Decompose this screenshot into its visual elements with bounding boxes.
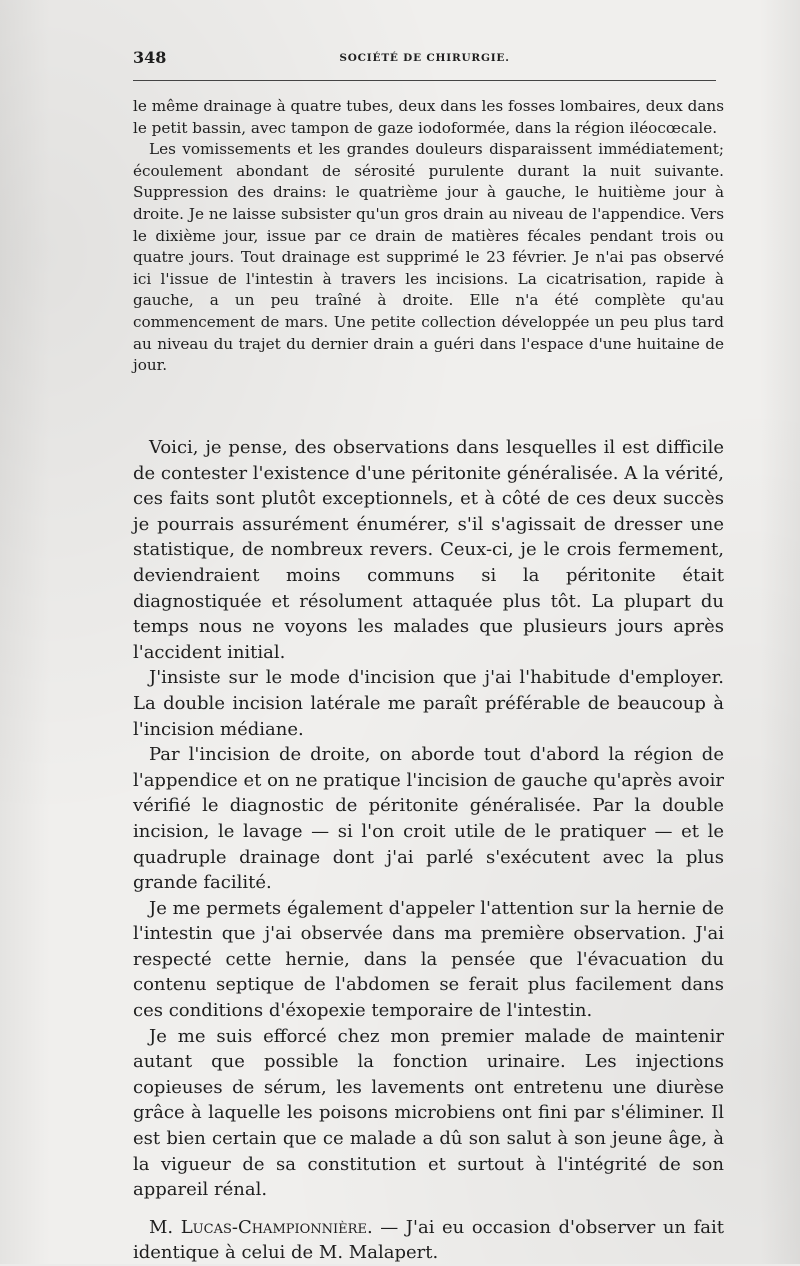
paragraph-postoperative: Les vomissements et les grandes douleurs disparaissent immédiatement; écoulement abondant de sérosité purulente durant la nuit suivante. Suppression des drains: le quatrième jour à gauche, le huitième jour à droite. Je ne laisse subsister qu'un gros drain au niveau de l'appendice. Vers le dixième jour, issue par ce drain de matières fécales pendant trois ou quatre jours. Tout drainage est supprimé le 23 février. Je n'ai pas observé ici l'issue de l'intestin à travers les incisions. La cicatrisation, rapide à gauche, a un peu traîné à droite. Elle n'a été complète qu'au commencement de mars. Une petite collection développée un peu plus tard au niveau du trajet du dernier drain a guéri dans l'espace d'une huitaine de jour.	[133, 140, 724, 375]
discussion-text	[133, 435, 724, 1266]
paragraph-hernia: Je me permets également d'appeler l'attention sur la hernie de l'intestin que j'ai observée dans ma première observation. J'ai respecté cette hernie, dans la pensée que l'évacuation du contenu septique de l'abdomen se ferait plus facilement dans ces conditions d'éxopexie temporaire de l'intestin.	[133, 897, 724, 1022]
closing-text: — J'ai eu occasion d'observer un fait identique à celui de M. Malapert.	[133, 1216, 724, 1264]
case-report-text	[133, 96, 724, 377]
running-title: SOCIÉTÉ DE CHIRURGIE.	[339, 52, 510, 64]
paragraph-incision: J'insiste sur le mode d'incision que j'ai l'habitude d'employer. La double incision latérale me paraît préférable de beaucoup à l'incision médiane.	[133, 667, 724, 740]
paragraph-observations: Voici, je pense, des observations dans lesquelles il est difficile de contester l'existence d'une péritonite généralisée. A la vérité, ces faits sont plutôt exceptionnels, et à côté de ces deux succès je pourrais assurément énumérer, s'il s'agissait de dresser une statistique, de nombreux revers. Ceux-ci, je le crois fermement, deviendraient moins communs si la péritonite était diagnostiquée et résolument attaquée plus tôt. La plupart du temps nous ne voyons les malades que plusieurs jours après l'accident initial.	[133, 437, 724, 663]
paragraph-urinary-function: Je me suis efforcé chez mon premier malade de maintenir autant que possible la fonction urinaire. Les injections copieuses de sérum, les lavements ont entretenu une diurèse grâce à laquelle les poisons microbiens ont fini par s'éliminer. Il est bien certain que ce malade a dû son salut à son jeune âge, à la vigueur de sa constitution et surtout à l'intégrité de son appareil rénal.	[133, 1025, 724, 1201]
paragraph-right-incision: Par l'incision de droite, on aborde tout d'abord la région de l'appendice et on ne pratique l'incision de gauche qu'après avoir vérifié le diagnostic de péritonite généralisée. Par la double incision, le lavage — si l'on croit utile de le pratiquer — et le quadruple drainage dont j'ai parlé s'exécutent avec la plus grande facilité.	[133, 744, 724, 894]
paragraph-continuation: le même drainage à quatre tubes, deux dans les fosses lombaires, deux dans le petit bassin, avec tampon de gaze iodoformée, dans la région iléocœcale.	[133, 97, 724, 137]
speaker-name: M. Lucas-Championnière.	[149, 1216, 373, 1238]
page-number: 348	[133, 48, 167, 67]
paragraph-closing-remark	[133, 1215, 724, 1266]
page-header	[133, 44, 716, 81]
